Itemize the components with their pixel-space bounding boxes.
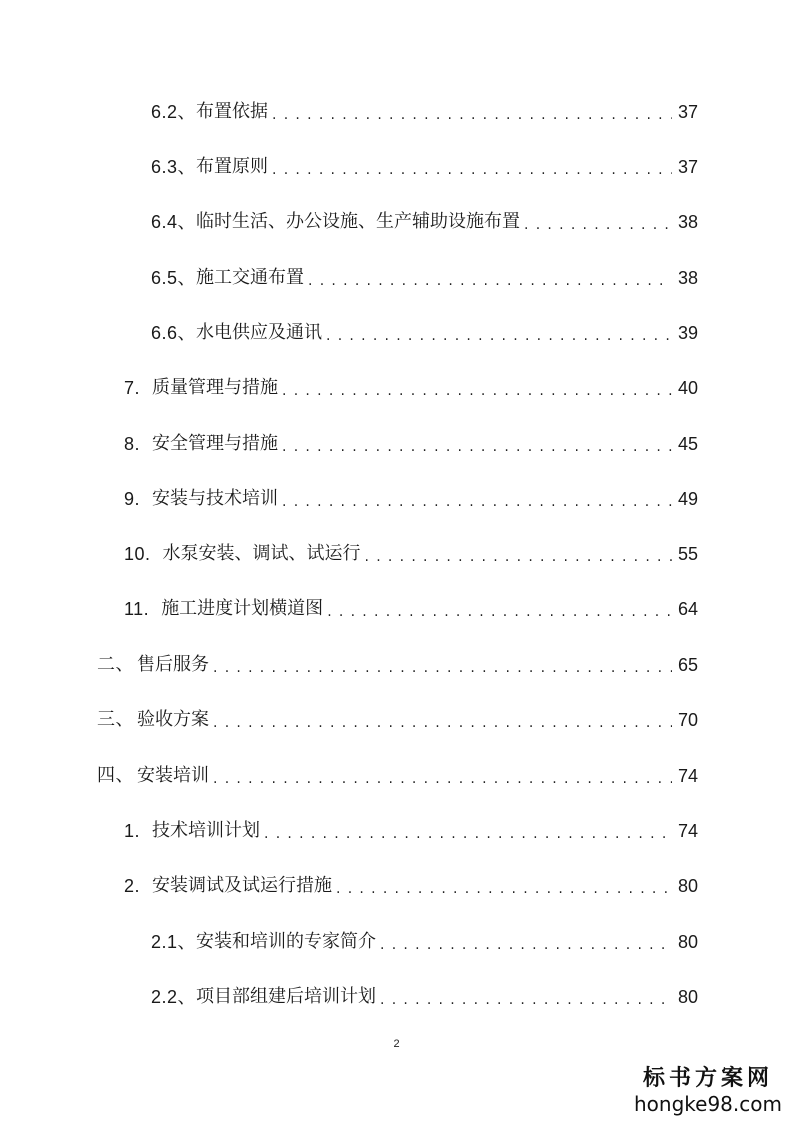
toc-entry-page: 64 bbox=[677, 599, 698, 619]
toc-entry[interactable] bbox=[151, 316, 698, 346]
toc-entry-title: 验收方案 bbox=[137, 709, 209, 730]
watermark-name: 标书方案网 bbox=[642, 1065, 773, 1091]
toc-entry-number: 四、 bbox=[97, 765, 134, 786]
toc-entry-page: 70 bbox=[677, 710, 698, 730]
toc-entry-title: 水泵安装、调试、试运行 bbox=[162, 543, 361, 564]
toc-dot-leader bbox=[213, 652, 672, 678]
toc-entry-page: 74 bbox=[677, 821, 698, 841]
toc-entry-page: 80 bbox=[677, 987, 698, 1007]
toc-entry[interactable] bbox=[151, 925, 698, 955]
toc-entry-page: 55 bbox=[677, 544, 698, 564]
toc-entry[interactable] bbox=[97, 759, 698, 789]
toc-entry-title: 布置依据 bbox=[196, 101, 269, 122]
toc-entry[interactable] bbox=[97, 648, 698, 678]
toc-entry-number: 10. bbox=[124, 544, 151, 564]
toc-entry-number: 6.5、 bbox=[151, 268, 197, 288]
toc-entry-page: 39 bbox=[677, 323, 698, 343]
toc-dot-leader bbox=[264, 818, 672, 844]
toc-dot-leader bbox=[524, 209, 672, 235]
toc-entry-title: 技术培训计划 bbox=[152, 820, 261, 841]
watermark-url: hongke98.com bbox=[634, 1092, 782, 1116]
toc-entry[interactable] bbox=[151, 261, 698, 291]
toc-entry-title: 安装调试及试运行措施 bbox=[152, 875, 333, 896]
toc-entry-page: 40 bbox=[677, 378, 698, 398]
toc-entry[interactable] bbox=[124, 814, 698, 844]
toc-entry-number: 2.2、 bbox=[151, 987, 197, 1007]
toc-dot-leader bbox=[282, 431, 672, 457]
page-number: 2 bbox=[393, 1038, 400, 1050]
toc-dot-leader bbox=[380, 929, 672, 955]
toc-dot-leader bbox=[336, 873, 672, 899]
toc-dot-leader bbox=[282, 486, 672, 512]
toc-entry-title: 售后服务 bbox=[137, 654, 209, 675]
toc-entry-number: 6.6、 bbox=[151, 323, 197, 343]
toc-entry-page: 38 bbox=[677, 268, 698, 288]
toc-entry-title: 安装与技术培训 bbox=[152, 488, 279, 509]
toc-entry[interactable] bbox=[124, 427, 698, 457]
toc-entry-page: 74 bbox=[677, 766, 698, 786]
toc-entry-title: 安全管理与措施 bbox=[152, 433, 279, 454]
toc-entry-title: 质量管理与措施 bbox=[152, 377, 279, 398]
toc-entry-title: 临时生活、办公设施、生产辅助设施布置 bbox=[196, 211, 521, 232]
toc-entry-number: 1. bbox=[124, 821, 141, 841]
toc-entry-title: 安装和培训的专家简介 bbox=[196, 931, 377, 952]
toc-entry-number: 9. bbox=[124, 489, 141, 509]
toc-entry-title: 布置原则 bbox=[196, 156, 269, 177]
toc-dot-leader bbox=[272, 154, 672, 180]
toc-dot-leader bbox=[308, 265, 672, 291]
toc-entry-number: 2. bbox=[124, 876, 141, 896]
toc-entry-page: 80 bbox=[677, 932, 698, 952]
toc-entry-number: 6.4、 bbox=[151, 212, 197, 232]
toc-entry-page: 38 bbox=[677, 212, 698, 232]
toc-dot-leader bbox=[272, 99, 672, 125]
toc-dot-leader bbox=[380, 984, 672, 1010]
toc-entry[interactable] bbox=[124, 537, 698, 567]
toc-entry-number: 6.2、 bbox=[151, 102, 197, 122]
toc-dot-leader bbox=[213, 707, 672, 733]
toc-entry-title: 施工进度计划横道图 bbox=[161, 598, 324, 619]
toc-entry-title: 施工交通布置 bbox=[196, 267, 305, 288]
toc-entry[interactable] bbox=[124, 371, 698, 401]
toc-entry-title: 安装培训 bbox=[137, 765, 209, 786]
toc-dot-leader bbox=[213, 763, 672, 789]
toc-entry-title: 项目部组建后培训计划 bbox=[196, 986, 377, 1007]
toc-dot-leader bbox=[327, 596, 672, 622]
site-watermark bbox=[633, 1064, 783, 1116]
toc-entry-number: 二、 bbox=[97, 654, 134, 675]
toc-entry-number: 2.1、 bbox=[151, 932, 197, 952]
toc-entry[interactable] bbox=[151, 95, 698, 125]
toc-entry[interactable] bbox=[151, 980, 698, 1010]
toc-entry[interactable] bbox=[97, 703, 698, 733]
toc-dot-leader bbox=[326, 320, 672, 346]
toc-entry-number: 7. bbox=[124, 378, 141, 398]
toc-entry-number: 8. bbox=[124, 434, 141, 454]
toc-entry-page: 37 bbox=[677, 102, 698, 122]
toc-entry-page: 37 bbox=[677, 157, 698, 177]
toc-entry[interactable] bbox=[124, 482, 698, 512]
toc-entry-page: 49 bbox=[677, 489, 698, 509]
toc-entry-number: 6.3、 bbox=[151, 157, 197, 177]
toc-entry[interactable] bbox=[124, 592, 698, 622]
toc-entry-number: 11. bbox=[124, 599, 150, 619]
toc-dot-leader bbox=[282, 375, 672, 401]
toc-entry-page: 80 bbox=[677, 876, 698, 896]
toc-entry-page: 65 bbox=[677, 655, 698, 675]
toc-entry[interactable] bbox=[124, 869, 698, 899]
toc-entry-title: 水电供应及通讯 bbox=[196, 322, 323, 343]
toc-entry[interactable] bbox=[151, 205, 698, 235]
toc-entry-page: 45 bbox=[677, 434, 698, 454]
toc-dot-leader bbox=[365, 541, 672, 567]
toc-entry-number: 三、 bbox=[97, 709, 134, 730]
toc-entry[interactable] bbox=[151, 150, 698, 180]
